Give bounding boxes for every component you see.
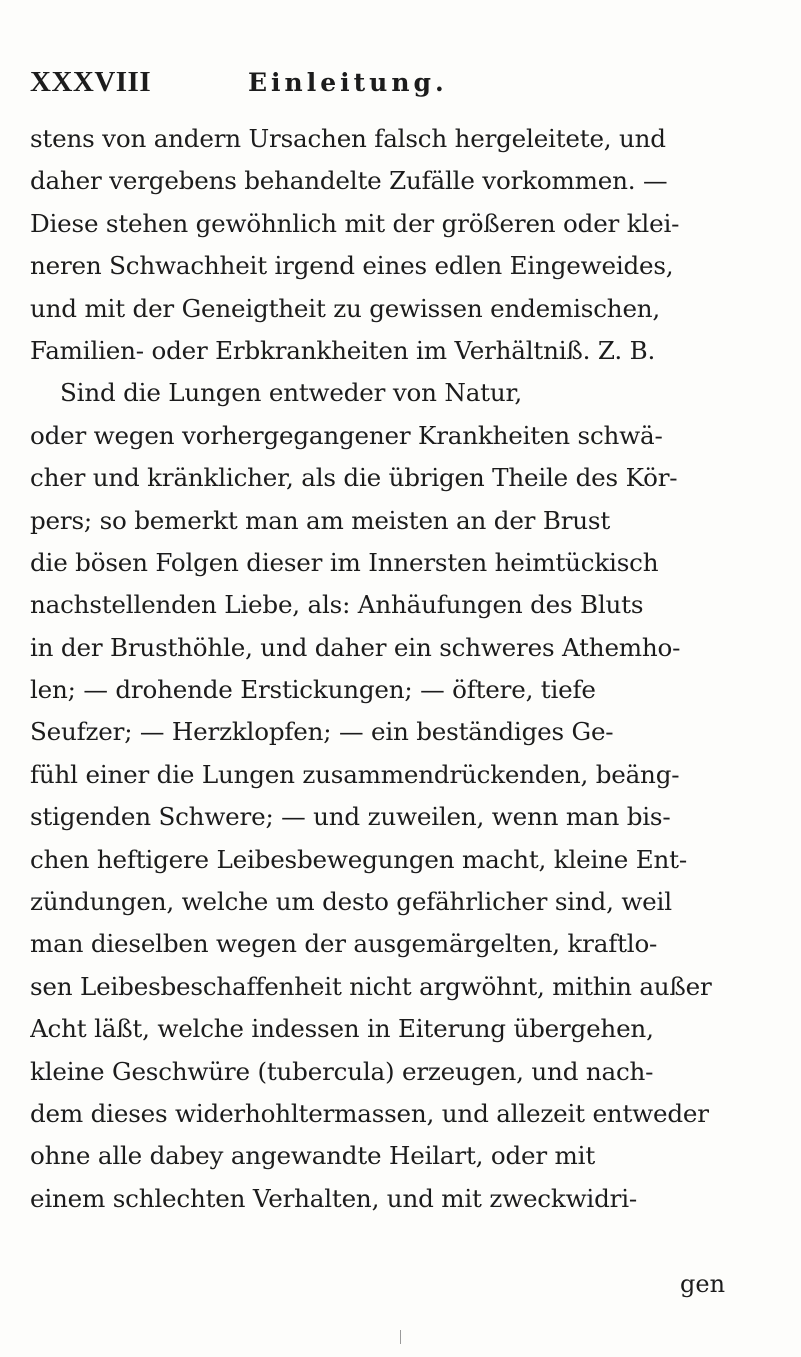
text-line: Diese stehen gewöhnlich mit der größeren oder klei- bbox=[30, 208, 680, 238]
text-line: Familien- oder Erbkrankheiten im Verhältniß. Z. B. bbox=[30, 335, 656, 365]
text-line: einem schlechten Verhalten, und mit zweckwidri- bbox=[30, 1183, 637, 1213]
text-line: in der Brusthöhle, und daher ein schweres Athemho- bbox=[30, 632, 681, 662]
text-line: pers; so bemerkt man am meisten an der Brust bbox=[30, 505, 611, 535]
text-line: ohne alle dabey angewandte Heilart, oder mit bbox=[30, 1141, 596, 1171]
text-line: Sind die Lungen entweder von Natur, bbox=[60, 378, 522, 408]
text-line: oder wegen vorhergegangener Krankheiten schwä- bbox=[30, 420, 663, 450]
text-line: die bösen Folgen dieser im Innersten heimtückisch bbox=[30, 547, 659, 577]
text-line: Seufzer; — Herzklopfen; — ein beständiges Ge- bbox=[30, 717, 614, 747]
text-line: dem dieses widerhohltermassen, und allezeit entweder bbox=[30, 1098, 709, 1128]
text-line: neren Schwachheit irgend eines edlen Eingeweides, bbox=[30, 251, 674, 281]
text-line: daher vergebens behandelte Zufälle vorkommen. — bbox=[30, 166, 668, 196]
text-line: kleine Geschwüre (tubercula) erzeugen, und nach- bbox=[30, 1056, 654, 1086]
text-line: zündungen, welche um desto gefährlicher sind, weil bbox=[30, 887, 672, 917]
text-line: len; — drohende Erstickungen; — öftere, tiefe bbox=[30, 675, 596, 705]
body-text bbox=[30, 118, 772, 1220]
text-line: chen heftigere Leibesbewegungen macht, kleine Ent- bbox=[30, 844, 687, 874]
text-line: man dieselben wegen der ausgemärgelten, kraftlo- bbox=[30, 929, 658, 959]
bottom-margin-mark bbox=[400, 1330, 401, 1344]
text-line: Acht läßt, welche indessen in Eiterung übergehen, bbox=[30, 1014, 654, 1044]
text-line: fühl einer die Lungen zusammendrückenden, beäng- bbox=[30, 759, 680, 789]
text-line: cher und kränklicher, als die übrigen Theile des Kör- bbox=[30, 463, 678, 493]
catchword: gen bbox=[680, 1270, 726, 1298]
section-title: Einleitung. bbox=[248, 68, 448, 97]
text-line: stens von andern Ursachen falsch hergeleitete, und bbox=[30, 124, 666, 153]
page-number: XXXVIII bbox=[30, 66, 152, 98]
text-line: nachstellenden Liebe, als: Anhäufungen des Bluts bbox=[30, 590, 644, 620]
text-line: sen Leibesbeschaffenheit nicht argwöhnt, mithin außer bbox=[30, 971, 712, 1001]
text-line: und mit der Geneigtheit zu gewissen endemischen, bbox=[30, 293, 661, 323]
text-line: stigenden Schwere; — und zuweilen, wenn man bis- bbox=[30, 802, 671, 832]
running-head bbox=[30, 66, 770, 106]
